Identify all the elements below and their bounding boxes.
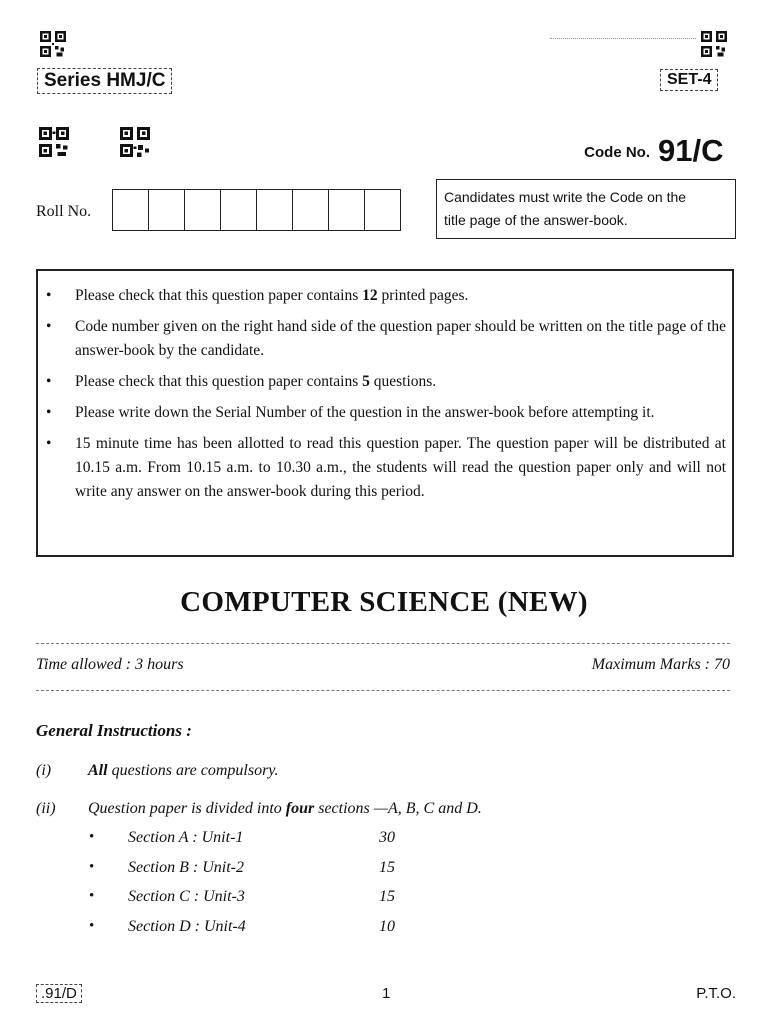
roll-number-boxes [112, 189, 401, 231]
code-note-line: title page of the answer-book. [444, 212, 628, 228]
code-note-line: Candidates must write the Code on the [444, 189, 687, 205]
instruction-post: sections —A, B, C and D. [314, 800, 482, 817]
bullet-icon: • [89, 829, 95, 845]
bullet-icon: • [46, 404, 52, 421]
set-label: SET-4 [660, 69, 718, 91]
code-label: Code No. [584, 144, 650, 161]
instruction-item [44, 315, 726, 363]
instruction-bold: 5 [362, 373, 370, 390]
section-name: Section D : Unit-4 [128, 917, 246, 935]
instruction-bold: four [285, 800, 315, 817]
maximum-marks: Maximum Marks : 70 [591, 656, 730, 673]
instruction-text: questions. [369, 373, 437, 390]
roll-number-cell[interactable] [113, 190, 149, 230]
general-instructions-heading: General Instructions : [36, 721, 192, 740]
instruction-text: Please check that this question paper contains [75, 373, 363, 390]
series-label: Series HMJ/C [37, 68, 172, 94]
roll-number-cell[interactable] [185, 190, 221, 230]
qr-code-icon [120, 127, 150, 157]
section-name: Section A : Unit-1 [128, 829, 244, 846]
qr-code-icon [40, 31, 66, 57]
instruction-text: 15 minute time has been allotted to read this question paper. The question paper will be distributed at 10.15 a.m. From 10.15 a.m. to 10.30 a.m., the students will read the question paper only and will not write any answer on the answer-book during this period. [75, 435, 726, 500]
instruction-item [44, 432, 726, 504]
paper-title: COMPUTER SCIENCE (NEW) [180, 586, 588, 618]
instruction-item [44, 284, 726, 308]
bullet-icon: • [46, 318, 52, 335]
instruction-item [44, 370, 726, 394]
instruction-number: (i) [36, 762, 52, 779]
instruction-number: (ii) [36, 800, 56, 817]
instruction-text: Please check that this question paper contains [75, 287, 363, 304]
footer-code: .91/D [36, 984, 82, 1003]
roll-number-cell[interactable] [293, 190, 329, 230]
section-marks: 10 [379, 917, 395, 935]
instruction-text [88, 800, 482, 818]
code-note-box [436, 179, 736, 239]
roll-number-cell[interactable] [329, 190, 365, 230]
instruction-bold: 12 [362, 287, 378, 304]
qr-code-icon [39, 127, 69, 157]
instructions-list [44, 284, 726, 504]
divider [36, 690, 730, 691]
instruction-text: printed pages. [377, 287, 469, 304]
code-value: 91/C [658, 133, 724, 168]
bullet-icon: • [46, 373, 52, 390]
roll-number-cell[interactable] [149, 190, 185, 230]
roll-number-cell[interactable] [221, 190, 257, 230]
section-name: Section C : Unit-3 [128, 888, 245, 905]
page-number: 1 [382, 985, 391, 1002]
pto-label: P.T.O. [696, 985, 736, 1002]
instruction-pre: Question paper is divided into [88, 800, 286, 817]
instruction-bold: All [88, 762, 108, 779]
instruction-text: Code number given on the right hand side of the question paper should be written on the title page of the answer-book by the candidate. [75, 318, 726, 359]
roll-number-cell[interactable] [365, 190, 400, 230]
section-marks: 15 [379, 858, 395, 876]
bullet-icon: • [89, 858, 95, 875]
section-marks: 30 [379, 829, 395, 846]
divider [36, 643, 730, 644]
qr-code-icon [701, 31, 727, 57]
bullet-icon: • [89, 888, 95, 904]
bullet-icon: • [46, 435, 52, 452]
roll-number-cell[interactable] [257, 190, 293, 230]
time-allowed: Time allowed : 3 hours [36, 656, 184, 673]
section-marks: 15 [379, 888, 395, 905]
roll-number-label: Roll No. [36, 203, 92, 220]
serial-dotted-line [550, 38, 696, 39]
instructions-box [36, 269, 734, 557]
instruction-text [88, 762, 279, 780]
bullet-icon: • [46, 287, 52, 304]
bullet-icon: • [89, 917, 95, 934]
instruction-rest: questions are compulsory. [107, 762, 279, 779]
instruction-item [44, 401, 726, 425]
section-name: Section B : Unit-2 [128, 858, 244, 876]
instruction-text: Please write down the Serial Number of the question in the answer-book before attempting it. [75, 404, 655, 421]
